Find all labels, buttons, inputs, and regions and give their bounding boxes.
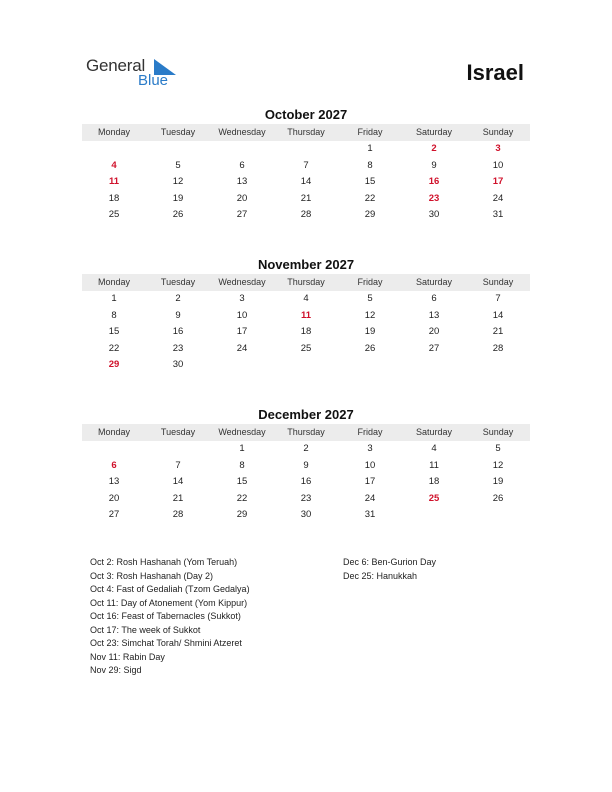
holiday-entry: Oct 23: Simchat Torah/ Shmini Atzeret: [90, 638, 242, 648]
day-cell: 21: [300, 192, 312, 204]
day-cell: 23: [428, 192, 440, 204]
country-title: Israel: [466, 60, 524, 85]
logo-word-general: General: [86, 56, 146, 75]
week-row: [82, 291, 530, 308]
day-cell: 26: [492, 492, 504, 504]
day-cell: 9: [431, 159, 437, 171]
week-row: [82, 324, 530, 341]
month-title: October 2027: [264, 107, 348, 122]
day-cell: 18: [428, 476, 440, 488]
day-cell: 29: [108, 359, 120, 371]
day-cell: 26: [172, 209, 184, 221]
day-cell: 21: [492, 326, 504, 338]
day-cell: [274, 141, 338, 158]
weekday-label: Saturday: [415, 127, 453, 137]
month-calendar: [82, 406, 530, 524]
day-cell: 12: [172, 176, 184, 188]
day-cell: 1: [367, 143, 373, 154]
day-cell: 23: [172, 342, 184, 354]
day-cell: 16: [428, 176, 440, 188]
holiday-entry: Nov 29: Sigd: [90, 665, 142, 675]
day-cell: 11: [429, 459, 439, 471]
day-cell: 15: [236, 476, 248, 488]
day-cell: 23: [300, 492, 312, 504]
day-cell: 1: [111, 293, 117, 304]
day-cell: 5: [175, 159, 181, 171]
day-cell: 12: [492, 459, 504, 471]
day-cell: 22: [236, 492, 248, 504]
day-cell: 29: [364, 209, 376, 221]
day-cell: 9: [175, 309, 181, 321]
day-cell: 2: [175, 293, 181, 304]
week-row: [82, 191, 530, 208]
day-cell: 10: [492, 159, 504, 171]
week-row: [82, 141, 530, 158]
weekday-label: Saturday: [415, 277, 453, 287]
day-cell: 4: [303, 293, 309, 304]
week-row: [82, 174, 530, 191]
weekday-label: Friday: [357, 127, 383, 137]
day-cell: [146, 441, 210, 458]
month-title: December 2027: [258, 407, 354, 422]
day-cell: 5: [367, 293, 373, 304]
holiday-entry: Oct 4: Fast of Gedaliah (Tzom Gedalya): [90, 584, 250, 594]
weekday-label: Thursday: [287, 127, 325, 137]
day-cell: 17: [492, 176, 504, 188]
weekday-header: [82, 124, 530, 141]
day-cell: 3: [495, 143, 501, 154]
day-cell: 2: [431, 143, 437, 154]
week-row: [82, 341, 530, 358]
day-cell: 18: [108, 192, 120, 204]
day-cell: 8: [367, 159, 373, 171]
day-cell: 30: [428, 209, 440, 221]
day-cell: 25: [108, 209, 120, 221]
week-row: [82, 357, 530, 374]
weekday-header: [82, 274, 530, 291]
day-cell: 19: [172, 192, 184, 204]
weekday-label: Sunday: [482, 427, 514, 437]
day-cell: 14: [172, 476, 184, 488]
day-cell: 2: [303, 443, 309, 454]
day-cell: 25: [428, 492, 440, 504]
day-cell: 16: [300, 476, 312, 488]
month-title: November 2027: [257, 257, 355, 272]
day-cell: 29: [236, 509, 248, 521]
day-cell: 31: [492, 209, 504, 221]
day-cell: 22: [108, 342, 120, 354]
weekday-label: Saturday: [415, 427, 453, 437]
day-cell: [402, 357, 466, 374]
weekday-label: Sunday: [482, 277, 514, 287]
month-calendar: [82, 256, 530, 374]
day-cell: 9: [303, 459, 309, 471]
day-cell: 6: [239, 159, 245, 171]
day-cell: 12: [364, 309, 376, 321]
day-cell: 19: [364, 326, 376, 338]
day-cell: 7: [303, 159, 309, 171]
weekday-label: Wednesday: [218, 127, 266, 137]
weekday-label: Friday: [357, 277, 383, 287]
day-cell: 6: [431, 293, 437, 304]
day-cell: 4: [431, 443, 437, 454]
day-cell: 15: [364, 176, 376, 188]
logo-word-blue: Blue: [138, 72, 169, 89]
day-cell: 10: [236, 309, 248, 321]
holiday-entry: Oct 11: Day of Atonement (Yom Kippur): [90, 597, 248, 608]
day-cell: 26: [364, 342, 376, 354]
day-cell: 6: [111, 459, 117, 471]
weekday-label: Tuesday: [160, 277, 196, 287]
holiday-list-right: [343, 556, 436, 583]
day-cell: 27: [108, 509, 120, 521]
weekday-label: Monday: [97, 277, 131, 287]
day-cell: 31: [364, 509, 376, 521]
day-cell: [146, 141, 210, 158]
day-cell: [402, 507, 466, 524]
day-cell: 30: [300, 509, 312, 521]
day-cell: 4: [111, 159, 117, 171]
week-row: [82, 458, 530, 475]
weekday-label: Wednesday: [218, 277, 266, 287]
day-cell: [274, 357, 338, 374]
week-row: [82, 441, 530, 458]
day-cell: 17: [364, 476, 376, 488]
day-cell: 19: [492, 476, 504, 488]
day-cell: 7: [175, 459, 181, 471]
holiday-entry: Oct 3: Rosh Hashanah (Day 2): [90, 570, 214, 581]
day-cell: [210, 357, 274, 374]
day-cell: 14: [492, 309, 504, 321]
day-cell: 20: [236, 192, 248, 204]
holiday-entry: Nov 11: Rabin Day: [90, 651, 165, 662]
day-cell: 17: [236, 326, 248, 338]
day-cell: 21: [172, 492, 184, 504]
weekday-label: Wednesday: [218, 427, 266, 437]
day-cell: 22: [364, 192, 376, 204]
day-cell: 27: [428, 342, 440, 354]
weekday-label: Monday: [97, 127, 131, 137]
weekday-label: Sunday: [482, 127, 514, 137]
day-cell: 3: [367, 443, 373, 454]
day-cell: [82, 441, 146, 458]
day-cell: 7: [495, 293, 501, 304]
day-cell: 8: [111, 309, 117, 321]
day-cell: 24: [236, 342, 248, 354]
day-cell: 18: [300, 326, 312, 338]
day-cell: 13: [108, 476, 120, 488]
weekday-label: Friday: [357, 427, 383, 437]
day-cell: 10: [364, 459, 376, 471]
day-cell: [82, 141, 146, 158]
day-cell: 15: [108, 326, 120, 338]
holiday-list-left: [90, 556, 250, 678]
weekday-label: Monday: [97, 427, 131, 437]
weekday-label: Thursday: [287, 427, 325, 437]
weekday-label: Thursday: [287, 277, 325, 287]
week-row: [82, 491, 530, 508]
day-cell: 11: [300, 309, 312, 321]
day-cell: 16: [172, 326, 184, 338]
holiday-entry: Oct 17: The week of Sukkot: [90, 624, 201, 635]
brand-logo: [86, 56, 186, 92]
day-cell: 1: [239, 443, 245, 454]
day-cell: 8: [239, 459, 245, 471]
day-cell: 13: [236, 176, 248, 188]
day-cell: 30: [172, 359, 184, 371]
day-cell: [210, 141, 274, 158]
day-cell: 3: [239, 293, 245, 304]
week-row: [82, 507, 530, 524]
day-cell: 28: [300, 209, 312, 221]
day-cell: 24: [364, 492, 376, 504]
day-cell: 27: [236, 209, 248, 221]
day-cell: 20: [428, 326, 440, 338]
holiday-entry: Dec 6: Ben-Gurion Day: [343, 557, 437, 567]
day-cell: 11: [108, 176, 120, 188]
holiday-entry: Oct 16: Feast of Tabernacles (Sukkot): [90, 611, 241, 621]
weekday-header: [82, 424, 530, 441]
day-cell: [338, 357, 402, 374]
weekday-label: Tuesday: [160, 427, 196, 437]
week-row: [82, 308, 530, 325]
day-cell: 25: [300, 342, 312, 354]
week-row: [82, 158, 530, 175]
day-cell: [466, 357, 530, 374]
day-cell: 24: [492, 192, 504, 204]
week-row: [82, 474, 530, 491]
day-cell: 14: [300, 176, 312, 188]
day-cell: 5: [495, 443, 501, 454]
day-cell: 28: [172, 509, 184, 521]
day-cell: [466, 507, 530, 524]
week-row: [82, 207, 530, 224]
day-cell: 28: [492, 342, 504, 354]
day-cell: 13: [428, 309, 440, 321]
weekday-label: Tuesday: [160, 127, 196, 137]
holiday-entry: Oct 2: Rosh Hashanah (Yom Teruah): [90, 557, 238, 567]
day-cell: 20: [108, 492, 120, 504]
month-calendar: [82, 106, 530, 224]
holiday-entry: Dec 25: Hanukkah: [343, 570, 418, 581]
